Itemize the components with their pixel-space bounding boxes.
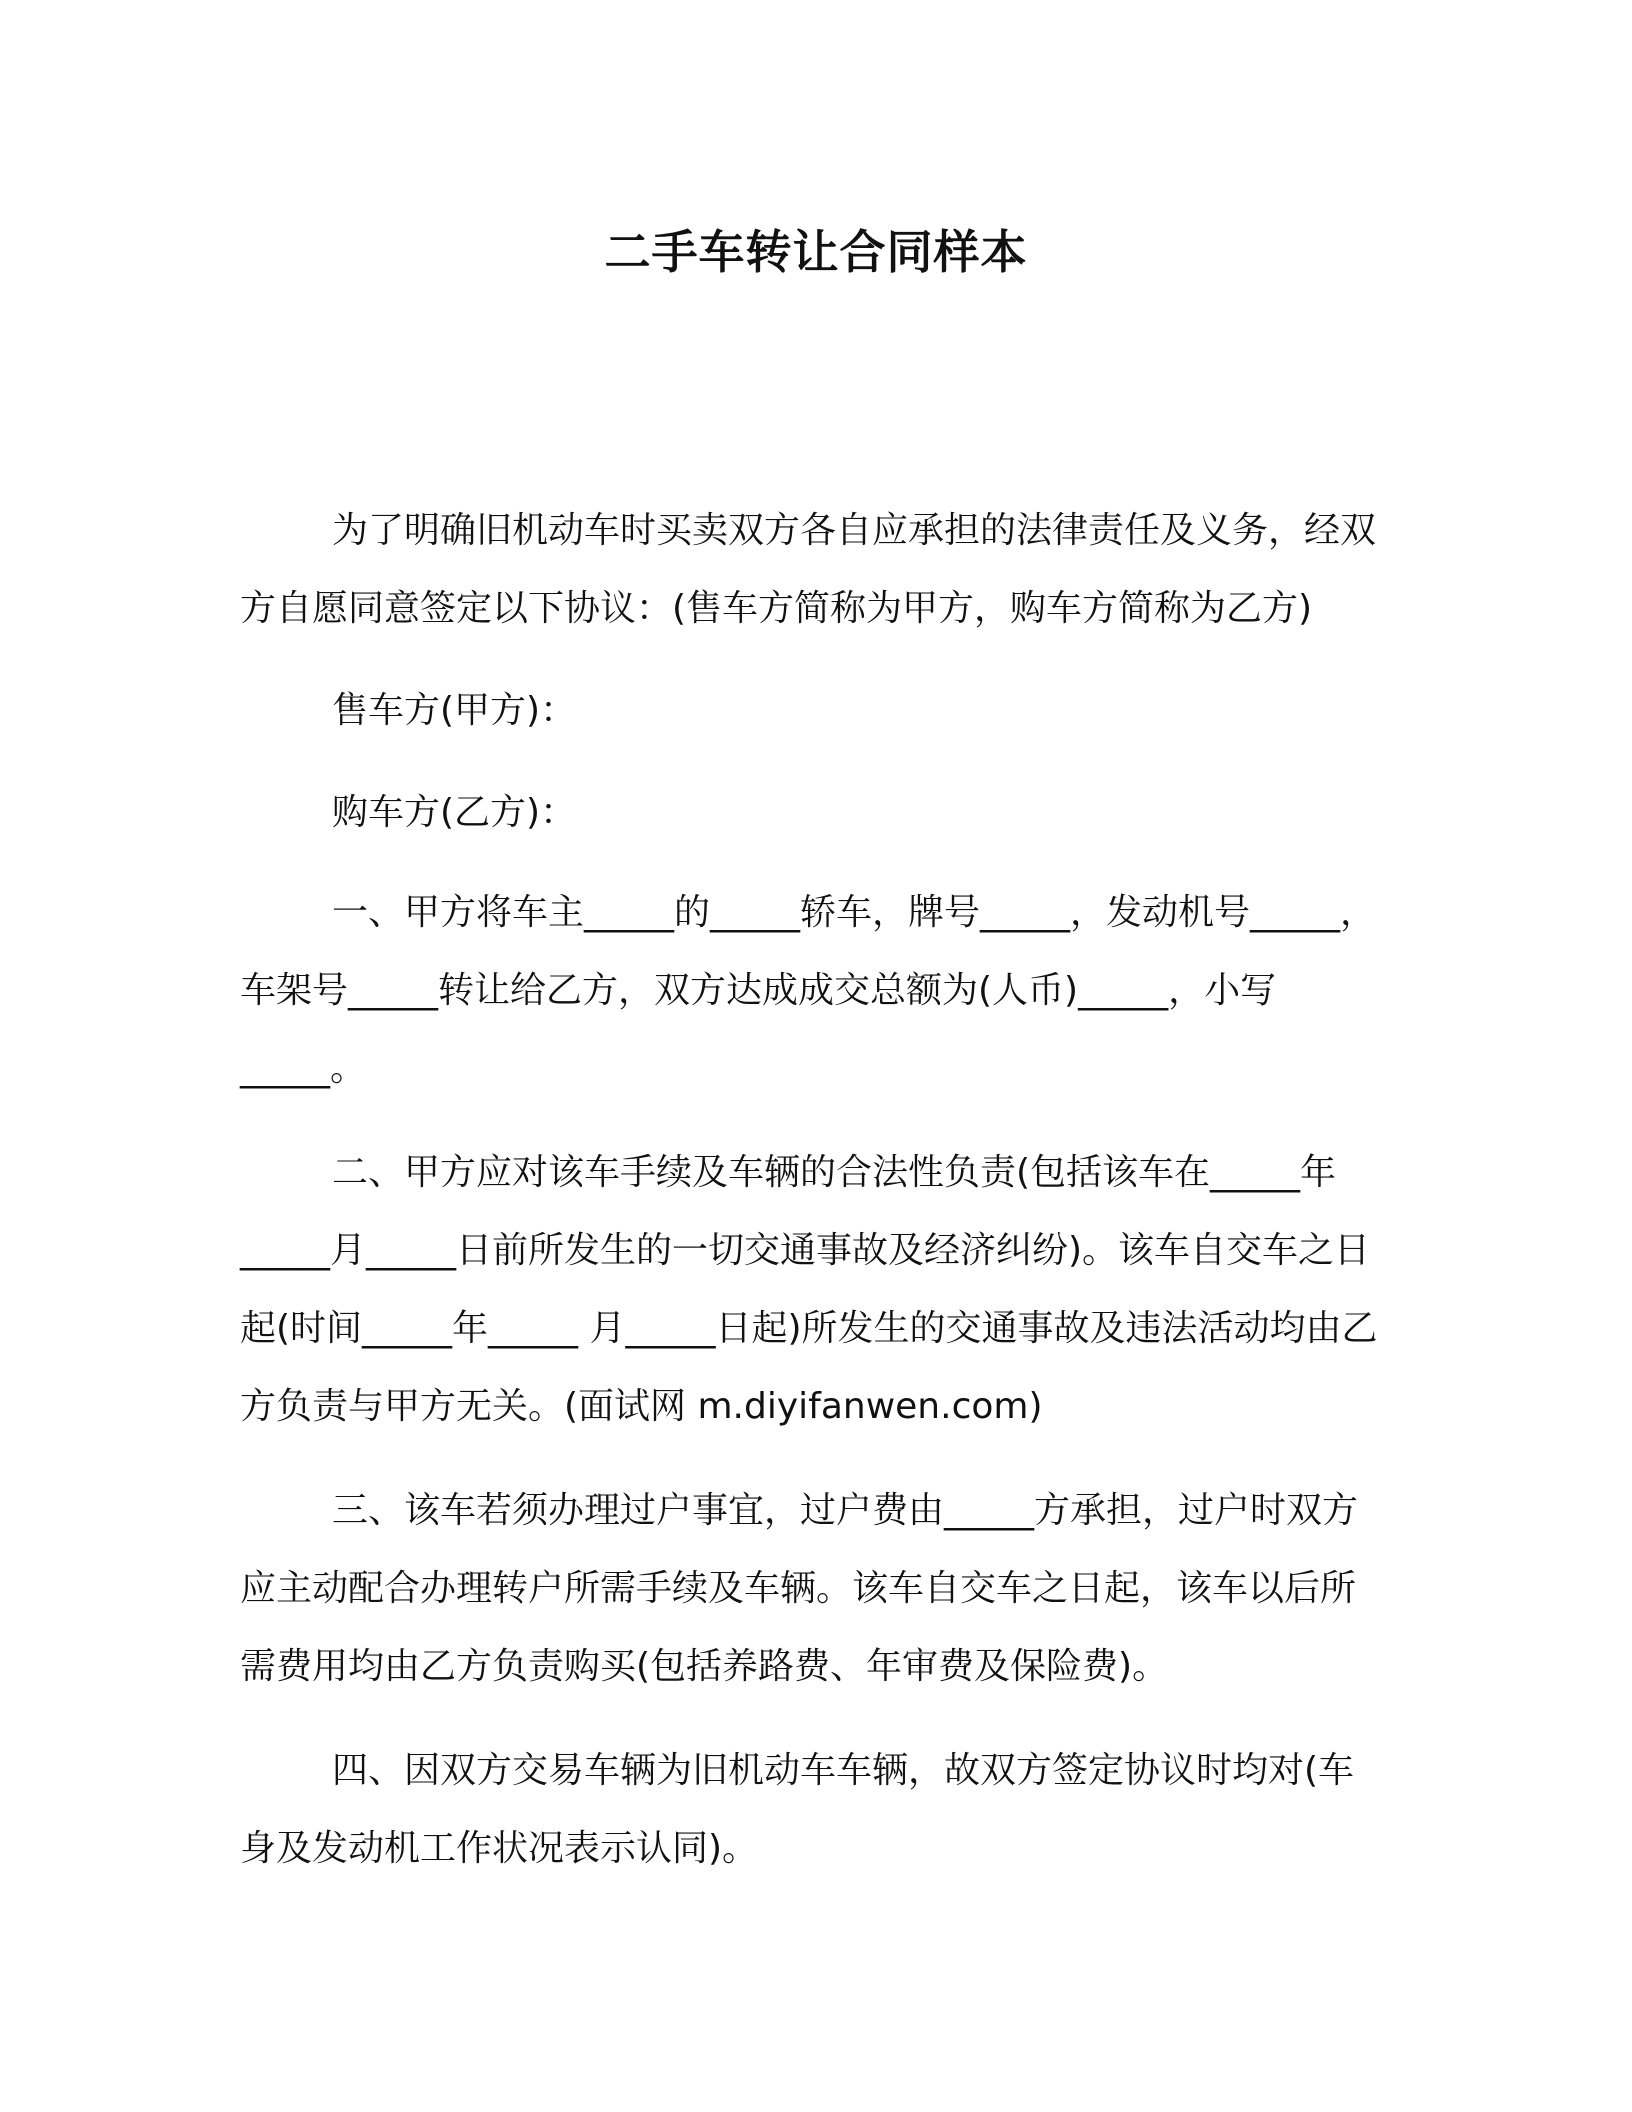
clause-3: 三、该车若须办理过户事宜，过户费由_____方承担，过户时双方应主动配合办理转户所需手续及车辆。该车自交车之日起，该车以后所需费用均由乙方负责购买(包括养路费、年审费及保险费)。 [240,1490,1359,1687]
clause-1: 一、甲方将车主_____的_____轿车，牌号_____，发动机号_____，车架号_____转让给乙方，双方达成成交总额为(人币)_____，小写_____。 [240,892,1377,1089]
document-body [240,492,1380,1888]
intro-paragraph: 为了明确旧机动车时买卖双方各自应承担的法律责任及义务，经双方自愿同意签定以下协议：(售车方简称为甲方，购车方简称为乙方) [240,510,1377,629]
clause-2: 二、甲方应对该车手续及车辆的合法性负责(包括该车在_____年_____月_____日前所发生的一切交通事故及经济纠纷)。该车自交车之日起(时间_____年_____ 月_____日起)所发生的交通事故及违法活动均由乙方负责与甲方无关。(面试网 m.diyifanwen.com) [240,1152,1378,1427]
clause-4: 四、因双方交易车辆为旧机动车车辆，故双方签定协议时均对(车身及发动机工作状况表示认同)。 [240,1750,1355,1869]
document-title: 二手车转让合同样本 [604,225,1028,279]
buyer-line: 购车方(乙方)： [332,792,577,833]
seller-line: 售车方(甲方)： [332,690,577,731]
